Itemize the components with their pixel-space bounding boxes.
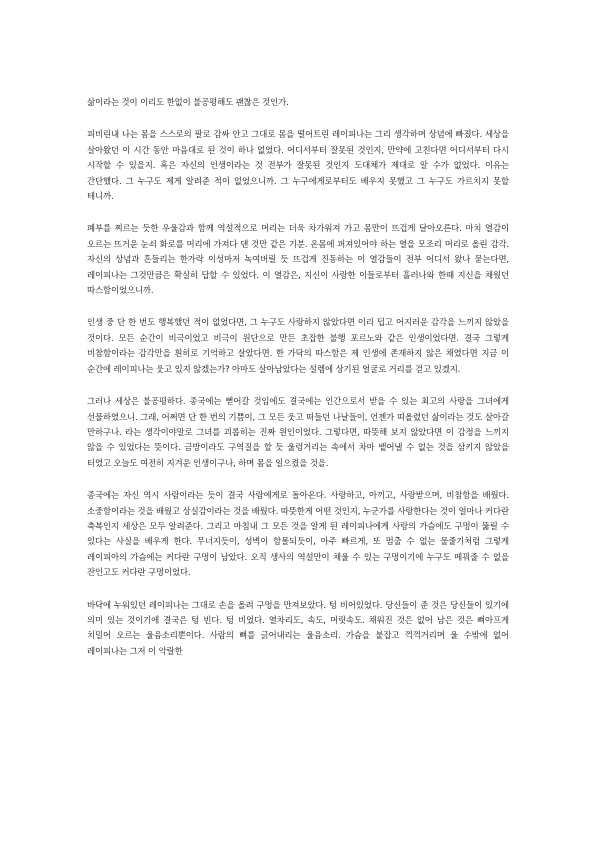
paragraph: 폐부를 찌르는 듯한 우울감과 함께 역설적으로 머리는 더욱 차가워져 가고 몸만이 뜨겁게 달아오른다. 마치 열감이 오르는 뜨거운 눈쇠 화로를 머리에 가져다 댄 것만 같은 기분. 온몸에 퍼져있어야 하는 열을 모조리 머리로 올린 감각. 자신의 상념과 흔들리는 한가락 이성마저 녹여버릴 듯 뜨겁게 진동하는 이 열감들이 전부 어디서 왔나 묻는다면, 레이피나는 그것만큼은 확실히 답할 수 있었다. 이 열감은, 지신이 사랑한 이들로부터 흘러나와 한때 지신을 채웠던 따스함이었으니까. (87, 223, 509, 296)
paragraph: 바닥에 누워있던 레이피나는 그대로 손을 올려 구멍을 만져보았다. 텅 비어있었다. 당신들이 준 것은 당신들이 있기에 의미 있는 것이기에 결국은 텅 빈다. 텅 비었다. 열차리도, 속도, 머릿속도. 채워진 것은 없어 남은 것은 뼈아프게 치밀어 오르는 울음소리뿐이다. 사람의 뼈를 긁어내리는 울음소리. 가슴을 붙잡고 꺽꺽거리며 울 수밖에 없어 레이피나는 그저 이 악랄한 (87, 599, 509, 656)
paragraph: 삶이라는 것이 이리도 한없이 불공평해도 괜찮은 것인가. (87, 97, 289, 107)
paragraph: 종국에는 자신 역시 사람이라는 듯이 결국 사람에게로 돌아온다. 사랑하고, 아끼고, 사랑받으며, 비참함을 배웠다. 소중함이라는 것을 배웠고 상실감이라는 것을 배웠다. 따뜻한게 어떤 것인지, 누군가를 사랑한다는 것이 얼마나 커다란 축복인지 세상은 모두 알려준다. 그리고 마침내 그 모든 것을 알게 된 레이피나에게 사랑의 가슴에도 구멍이 뚫릴 수 있다는 사실을 배우게 한다. 무너지듯이, 성벽이 함몰되듯이, 아주 빠르게, 또 멈출 수 없는 물줄기처럼 그렇게 레이피아의 가슴에는 커다란 구멍이 남았다. 오직 생사의 역설만이 채울 수 있는 구멍이기에 누구도 메꿔줄 수 없을 잔인고도 커다란 구멍이었다. (87, 490, 509, 578)
document-body (87, 95, 509, 676)
paragraph: 그러나 세상은 불공평하다. 종국에는 뻗어갈 것임에도 결국에는 인간으로서 받을 수 있는 최고의 사랑을 그녀에게 선물하였으니. 그래, 어쩌면 단 한 번의 기쁨이, 그 모든 웃고 떠들던 나날들이, 언젠가 띠올렸던 삶이라는 것도 살아갈 만하구나. 라는 생각이야말로 그녀를 괴롭히는 진짜 원인이었다. 그렇다면, 따뜻해 보지 않았다면 이 감정을 느끼지 않을 수 있었다는 뜻이다. 금방이라도 구역질을 할 듯 울렁거리는 속에서 차마 뱉어낼 수 없는 것을 삼키지 않았을 터였고 오늘도 여전히 지겨운 인생이구나, 하며 몸을 일으켰을 것을. (87, 396, 509, 468)
paragraph: 인생 중 단 한 번도 행복했던 적이 없었다면, 그 누구도 사랑하지 않았다면 이리 덥고 어지러운 감각을 느끼지 않았을 것이다. 모든 순간이 비극이었고 비극이 원단으로 만든 초잡한 불행 포르노와 같은 인생이었다면. 결국 그렇게 비참함이라는 감각만을 흰히로 기억하고 살았다면. 한 가닥의 따스함은 제 인생에 존재하지 않은 채였다면 지금 이 순간에 레이피나는 웃고 있지 않겠는가? 아마도 살아남았다는 설렘에 상기된 얼굴로 거리를 걷고 있겠지. (87, 317, 509, 374)
paragraph: 피비린내 나는 몸을 스스로의 팔로 감싸 안고 그대로 몸을 떨어트린 레이피나는 그리 생각하며 상념에 빠졌다. 세상을 살아왔던 이 시간 동안 마음대로 된 것이 하나 없었다. 어디서부터 잘못된 것인지, 만약에 고친다면 어디서부터 다시 시작할 수 있을지. 혹은 자신의 인생이라는 것 전부가 잘못된 것인지 도대체가 제대로 알 수가 없었다. 이유는 간단했다. 그 누구도 제게 알려준 적이 없었으니까. 그 누구에게로부터도 배우지 못했고 그 누구도 가르치지 못할 테니까. (87, 129, 509, 202)
